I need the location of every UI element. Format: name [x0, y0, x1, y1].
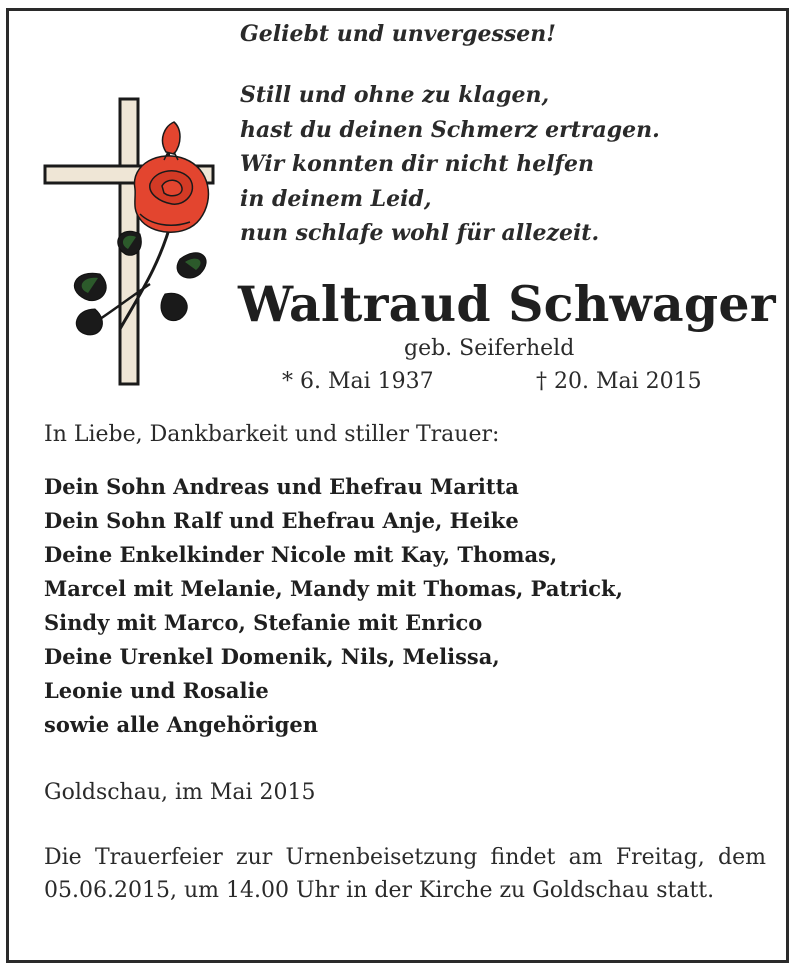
death-date: † 20. Mai 2015: [536, 369, 702, 394]
mourners-list: [44, 470, 623, 742]
deceased-name: Waltraud Schwager: [238, 275, 776, 333]
poem-line: in deinem Leid,: [240, 185, 432, 212]
rose-icon: [134, 122, 208, 232]
poem-line: hast du deinen Schmerz ertragen.: [240, 116, 660, 143]
place-date: Goldschau, im Mai 2015: [44, 780, 316, 805]
poem-line: Still und ohne zu klagen,: [240, 82, 550, 108]
mourner-line: Dein Sohn Andreas und Ehefrau Maritta: [44, 474, 519, 499]
poem-line: nun schlafe wohl für allezeit.: [240, 220, 600, 246]
mourner-line: Leonie und Rosalie: [44, 678, 269, 703]
mourner-line: Deine Urenkel Domenik, Nils, Melissa,: [44, 644, 500, 669]
mourner-line: Deine Enkelkinder Nicole mit Kay, Thomas,: [44, 542, 558, 567]
funeral-notice: Die Trauerfeier zur Urnenbeisetzung findet am Freitag, dem 05.06.2015, um 14.00 Uhr in der Kirche zu Goldschau statt.: [44, 845, 766, 903]
cross-with-rose-icon: [40, 94, 220, 389]
mourner-line: sowie alle Angehörigen: [44, 712, 319, 737]
mourner-line: Sindy mit Marco, Stefanie mit Enrico: [44, 610, 483, 635]
poem: [240, 78, 660, 251]
mourner-line: Marcel mit Melanie, Mandy mit Thomas, Patrick,: [44, 576, 623, 601]
mourner-line: Dein Sohn Ralf und Ehefrau Anje, Heike: [44, 508, 519, 533]
birth-date: * 6. Mai 1937: [282, 369, 434, 394]
mourning-intro: In Liebe, Dankbarkeit und stiller Trauer:: [44, 422, 500, 447]
maiden-name: geb. Seiferheld: [404, 336, 575, 361]
motto: Geliebt und unvergessen!: [240, 21, 556, 47]
poem-line: Wir konnten dir nicht helfen: [240, 151, 595, 177]
